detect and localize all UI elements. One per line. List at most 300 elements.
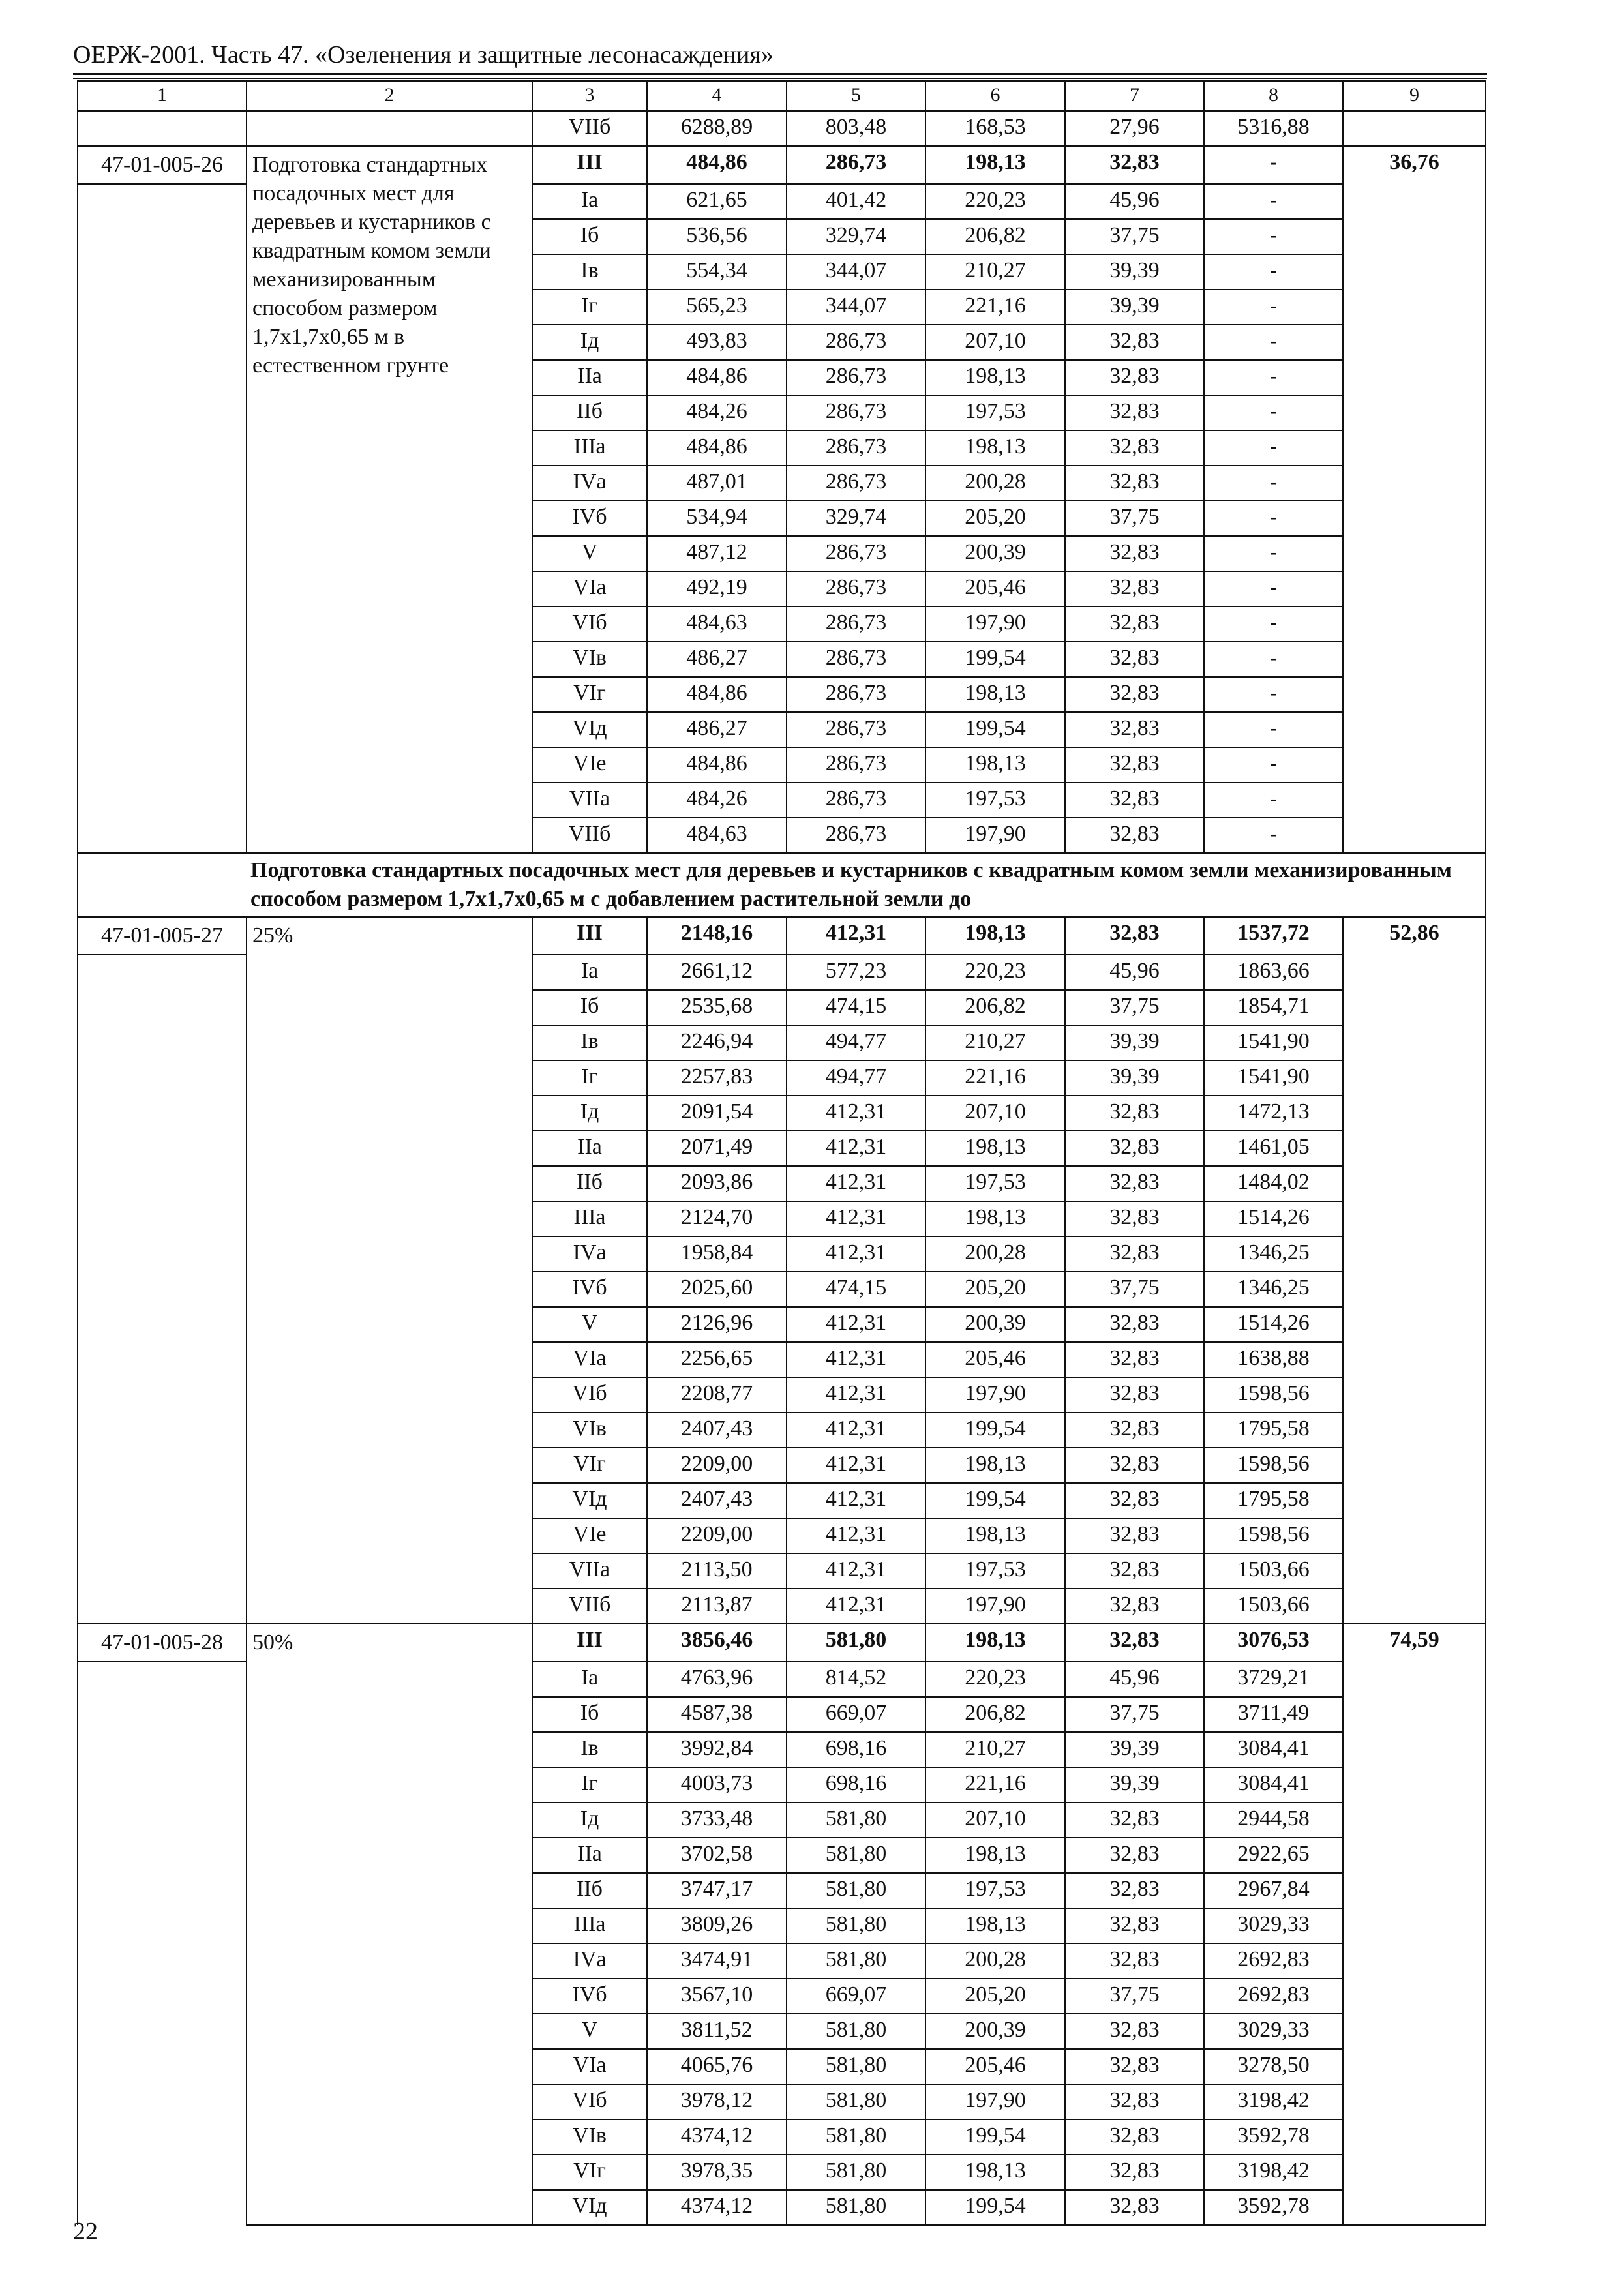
- table-cell: 1863,66: [1204, 955, 1343, 990]
- table-cell: 412,31: [787, 1201, 925, 1236]
- table-cell: 3198,42: [1204, 2155, 1343, 2190]
- table-cell: 32,83: [1065, 712, 1204, 747]
- document-header: ОЕРЖ-2001. Часть 47. «Озеленения и защитные лесонасаждения»: [73, 41, 774, 68]
- table-cell: 1598,56: [1204, 1518, 1343, 1553]
- region-code: IIа: [532, 1838, 647, 1873]
- table-cell: 205,46: [925, 571, 1065, 606]
- table-cell: 484,63: [647, 818, 787, 853]
- table-cell: 200,28: [925, 1236, 1065, 1272]
- table-cell: 581,80: [787, 2084, 925, 2119]
- table-cell: [78, 1413, 247, 1448]
- table-cell: 3592,78: [1204, 2119, 1343, 2155]
- table-cell: 286,73: [787, 712, 925, 747]
- table-cell: 3978,35: [647, 2155, 787, 2190]
- table-cell: -: [1204, 501, 1343, 536]
- table-cell: 3084,41: [1204, 1767, 1343, 1803]
- region-code: IVб: [532, 1272, 647, 1307]
- table-cell: 412,31: [787, 1307, 925, 1342]
- table-cell: 484,86: [647, 360, 787, 395]
- table-cell: 197,90: [925, 606, 1065, 642]
- table-cell: -: [1204, 430, 1343, 466]
- table-cell: 484,86: [647, 146, 787, 184]
- table-cell: 32,83: [1065, 606, 1204, 642]
- table-cell: 474,15: [787, 990, 925, 1025]
- table-cell: [1343, 111, 1486, 146]
- table-cell: -: [1204, 184, 1343, 219]
- table-cell: [78, 536, 247, 571]
- table-cell: 210,27: [925, 254, 1065, 290]
- table-cell: [247, 111, 532, 146]
- table-cell: [78, 1803, 247, 1838]
- table-cell: 412,31: [787, 1553, 925, 1589]
- region-code: IIа: [532, 360, 647, 395]
- table-cell: 2661,12: [647, 955, 787, 990]
- region-code: VIIб: [532, 1589, 647, 1624]
- table-cell: -: [1204, 290, 1343, 325]
- table-cell: 1503,66: [1204, 1553, 1343, 1589]
- table-cell: 32,83: [1065, 2049, 1204, 2084]
- table-cell: 344,07: [787, 254, 925, 290]
- table-cell: 487,01: [647, 466, 787, 501]
- table-cell: 198,13: [925, 1131, 1065, 1166]
- table-cell: 1514,26: [1204, 1201, 1343, 1236]
- table-cell: 1503,66: [1204, 1589, 1343, 1624]
- table-cell: 205,20: [925, 501, 1065, 536]
- table-cell: 286,73: [787, 642, 925, 677]
- table-cell: [78, 2155, 247, 2190]
- table-cell: 32,83: [1065, 536, 1204, 571]
- table-cell: 39,39: [1065, 1767, 1204, 1803]
- table-cell: 198,13: [925, 1624, 1065, 1662]
- table-cell: [78, 1979, 247, 2014]
- table-cell: 205,46: [925, 2049, 1065, 2084]
- table-cell: 207,10: [925, 1096, 1065, 1131]
- table-cell: 221,16: [925, 290, 1065, 325]
- table-cell: 493,83: [647, 325, 787, 360]
- table-cell: 198,13: [925, 1201, 1065, 1236]
- table-cell: 32,83: [1065, 1838, 1204, 1873]
- table-cell: 3729,21: [1204, 1662, 1343, 1697]
- table-cell: 2209,00: [647, 1518, 787, 1553]
- table-cell: 2692,83: [1204, 1943, 1343, 1979]
- table-cell: 198,13: [925, 1448, 1065, 1483]
- table-cell: [78, 990, 247, 1025]
- table-cell: 1598,56: [1204, 1377, 1343, 1413]
- table-cell: 669,07: [787, 1697, 925, 1732]
- section-title-row: [78, 853, 1486, 917]
- table-cell: [78, 1838, 247, 1873]
- table-cell: 220,23: [925, 184, 1065, 219]
- table-cell: 581,80: [787, 2014, 925, 2049]
- table-cell: -: [1204, 219, 1343, 254]
- table-cell: 220,23: [925, 1662, 1065, 1697]
- region-code: IIб: [532, 395, 647, 430]
- table-cell: 32,83: [1065, 1413, 1204, 1448]
- table-cell: 581,80: [787, 2049, 925, 2084]
- table-cell: 32,83: [1065, 466, 1204, 501]
- table-cell: [78, 1589, 247, 1624]
- table-cell: 577,23: [787, 955, 925, 990]
- price-index: 52,86: [1343, 917, 1486, 1624]
- table-cell: [78, 2084, 247, 2119]
- table-cell: 198,13: [925, 747, 1065, 783]
- table-cell: [78, 1518, 247, 1553]
- table-cell: 32,83: [1065, 1236, 1204, 1272]
- table-cell: [78, 325, 247, 360]
- region-code: Iб: [532, 990, 647, 1025]
- table-cell: 1541,90: [1204, 1060, 1343, 1096]
- table-cell: 1854,71: [1204, 990, 1343, 1025]
- table-cell: -: [1204, 747, 1343, 783]
- work-description: 50%: [247, 1624, 532, 2225]
- table-cell: 412,31: [787, 1342, 925, 1377]
- table-cell: 2967,84: [1204, 1873, 1343, 1908]
- table-cell: 286,73: [787, 536, 925, 571]
- table-cell: 200,39: [925, 536, 1065, 571]
- price-index: 36,76: [1343, 146, 1486, 853]
- table-cell: 5316,88: [1204, 111, 1343, 146]
- table-cell: 1484,02: [1204, 1166, 1343, 1201]
- column-number: 2: [247, 81, 532, 111]
- table-cell: 32,83: [1065, 2155, 1204, 2190]
- region-code: V: [532, 2014, 647, 2049]
- table-cell: 220,23: [925, 955, 1065, 990]
- table-cell: -: [1204, 395, 1343, 430]
- table-cell: 39,39: [1065, 1025, 1204, 1060]
- table-cell: 32,83: [1065, 1943, 1204, 1979]
- table-cell: [78, 501, 247, 536]
- table-cell: 484,86: [647, 747, 787, 783]
- column-number: 3: [532, 81, 647, 111]
- region-code: IIIа: [532, 1201, 647, 1236]
- table-cell: 2071,49: [647, 1131, 787, 1166]
- table-cell: [78, 219, 247, 254]
- table-row: [78, 146, 1486, 184]
- column-number: 9: [1343, 81, 1486, 111]
- column-number: 6: [925, 81, 1065, 111]
- column-number-row: [78, 81, 1486, 111]
- table-cell: 3809,26: [647, 1908, 787, 1943]
- table-cell: [78, 1483, 247, 1518]
- table-cell: 39,39: [1065, 290, 1204, 325]
- table-cell: 669,07: [787, 1979, 925, 2014]
- table-cell: 32,83: [1065, 1448, 1204, 1483]
- table-cell: 2113,87: [647, 1589, 787, 1624]
- table-cell: 621,65: [647, 184, 787, 219]
- table-cell: 3567,10: [647, 1979, 787, 2014]
- table-cell: 412,31: [787, 1096, 925, 1131]
- table-cell: 32,83: [1065, 146, 1204, 184]
- table-cell: 412,31: [787, 1518, 925, 1553]
- table-cell: 581,80: [787, 2190, 925, 2225]
- table-cell: 3029,33: [1204, 1908, 1343, 1943]
- table-cell: 3856,46: [647, 1624, 787, 1662]
- table-cell: 2692,83: [1204, 1979, 1343, 2014]
- region-code: VIд: [532, 2190, 647, 2225]
- table-cell: 1541,90: [1204, 1025, 1343, 1060]
- table-cell: 484,26: [647, 395, 787, 430]
- table-cell: 198,13: [925, 430, 1065, 466]
- table-cell: 412,31: [787, 1377, 925, 1413]
- table-cell: -: [1204, 146, 1343, 184]
- table-row: [78, 1624, 1486, 1662]
- table-cell: [78, 642, 247, 677]
- table-cell: 536,56: [647, 219, 787, 254]
- table-cell: 484,63: [647, 606, 787, 642]
- region-code: V: [532, 536, 647, 571]
- region-code: IVб: [532, 501, 647, 536]
- table-cell: 39,39: [1065, 1060, 1204, 1096]
- table-cell: 198,13: [925, 146, 1065, 184]
- table-cell: [78, 747, 247, 783]
- table-cell: 32,83: [1065, 1307, 1204, 1342]
- table-cell: 286,73: [787, 747, 925, 783]
- table-cell: [78, 290, 247, 325]
- table-cell: VIIб: [532, 111, 647, 146]
- table-cell: 492,19: [647, 571, 787, 606]
- table-cell: 1598,56: [1204, 1448, 1343, 1483]
- table-cell: 344,07: [787, 290, 925, 325]
- table-cell: 581,80: [787, 1803, 925, 1838]
- table-cell: 2256,65: [647, 1342, 787, 1377]
- table-cell: -: [1204, 783, 1343, 818]
- table-cell: 581,80: [787, 1838, 925, 1873]
- table-cell: 286,73: [787, 360, 925, 395]
- table-cell: 32,83: [1065, 1553, 1204, 1589]
- region-code: IIIа: [532, 430, 647, 466]
- region-code: IVа: [532, 1943, 647, 1979]
- table-cell: 205,20: [925, 1979, 1065, 2014]
- table-cell: 205,20: [925, 1272, 1065, 1307]
- table-cell: [78, 2014, 247, 2049]
- table-cell: 221,16: [925, 1060, 1065, 1096]
- table-cell: 412,31: [787, 1413, 925, 1448]
- table-cell: 37,75: [1065, 1272, 1204, 1307]
- region-code: Iд: [532, 325, 647, 360]
- table-cell: 486,27: [647, 642, 787, 677]
- table-cell: 494,77: [787, 1060, 925, 1096]
- table-cell: 565,23: [647, 290, 787, 325]
- table-cell: 45,96: [1065, 955, 1204, 990]
- region-code: VIIа: [532, 1553, 647, 1589]
- table-cell: [78, 466, 247, 501]
- table-cell: 554,34: [647, 254, 787, 290]
- table-cell: 286,73: [787, 146, 925, 184]
- region-code: VIд: [532, 1483, 647, 1518]
- table-cell: 206,82: [925, 990, 1065, 1025]
- region-code: VIб: [532, 606, 647, 642]
- table-cell: [78, 2190, 247, 2225]
- region-code: VIв: [532, 642, 647, 677]
- table-cell: [78, 2119, 247, 2155]
- table-cell: 6288,89: [647, 111, 787, 146]
- table-cell: [78, 1307, 247, 1342]
- table-cell: -: [1204, 536, 1343, 571]
- table-cell: 200,28: [925, 466, 1065, 501]
- table-cell: -: [1204, 677, 1343, 712]
- table-cell: 198,13: [925, 1908, 1065, 1943]
- region-code: Iв: [532, 1732, 647, 1767]
- region-code: VIа: [532, 2049, 647, 2084]
- table-cell: 32,83: [1065, 2119, 1204, 2155]
- table-cell: 484,26: [647, 783, 787, 818]
- table-cell: [78, 712, 247, 747]
- region-code: VIа: [532, 1342, 647, 1377]
- table-cell: 27,96: [1065, 111, 1204, 146]
- price-table: [77, 80, 1486, 2226]
- region-code: Iа: [532, 1662, 647, 1697]
- table-cell: 3733,48: [647, 1803, 787, 1838]
- table-cell: 2246,94: [647, 1025, 787, 1060]
- table-cell: 37,75: [1065, 990, 1204, 1025]
- table-cell: 32,83: [1065, 818, 1204, 853]
- table-cell: 286,73: [787, 571, 925, 606]
- table-cell: 32,83: [1065, 642, 1204, 677]
- table-cell: 581,80: [787, 1873, 925, 1908]
- table-cell: 32,83: [1065, 325, 1204, 360]
- region-code: III: [532, 917, 647, 955]
- table-cell: 4065,76: [647, 2049, 787, 2084]
- table-cell: 210,27: [925, 1732, 1065, 1767]
- table-cell: [78, 1377, 247, 1413]
- table-cell: 197,90: [925, 1377, 1065, 1413]
- table-cell: 32,83: [1065, 1131, 1204, 1166]
- table-cell: 412,31: [787, 1131, 925, 1166]
- region-code: IVб: [532, 1979, 647, 2014]
- table-row: [78, 917, 1486, 955]
- table-cell: [78, 1096, 247, 1131]
- region-code: IIб: [532, 1873, 647, 1908]
- table-cell: 286,73: [787, 783, 925, 818]
- table-cell: 286,73: [787, 395, 925, 430]
- table-cell: 803,48: [787, 111, 925, 146]
- region-code: IVа: [532, 1236, 647, 1272]
- table-cell: 2126,96: [647, 1307, 787, 1342]
- table-cell: [78, 1236, 247, 1272]
- table-cell: 2113,50: [647, 1553, 787, 1589]
- column-number: 4: [647, 81, 787, 111]
- table-cell: 32,83: [1065, 571, 1204, 606]
- table-cell: 39,39: [1065, 254, 1204, 290]
- region-code: Iв: [532, 254, 647, 290]
- region-code: VIб: [532, 1377, 647, 1413]
- table-cell: 198,13: [925, 917, 1065, 955]
- table-cell: 698,16: [787, 1767, 925, 1803]
- region-code: Iд: [532, 1803, 647, 1838]
- table-cell: 4763,96: [647, 1662, 787, 1697]
- table-cell: [78, 1060, 247, 1096]
- table-cell: 3592,78: [1204, 2190, 1343, 2225]
- table-cell: 286,73: [787, 325, 925, 360]
- table-cell: 221,16: [925, 1767, 1065, 1803]
- table-cell: 474,15: [787, 1272, 925, 1307]
- table-cell: 199,54: [925, 642, 1065, 677]
- region-code: VIб: [532, 2084, 647, 2119]
- table-cell: 32,83: [1065, 1483, 1204, 1518]
- table-cell: 210,27: [925, 1025, 1065, 1060]
- region-code: VIа: [532, 571, 647, 606]
- table-cell: [78, 606, 247, 642]
- table-cell: 412,31: [787, 1448, 925, 1483]
- table-cell: 581,80: [787, 1908, 925, 1943]
- region-code: VIIа: [532, 783, 647, 818]
- table-cell: 2407,43: [647, 1413, 787, 1448]
- table-cell: [78, 955, 247, 990]
- region-code: Iв: [532, 1025, 647, 1060]
- column-number: 8: [1204, 81, 1343, 111]
- header-rule: [73, 73, 1487, 75]
- table-cell: 197,53: [925, 1166, 1065, 1201]
- table-cell: 37,75: [1065, 219, 1204, 254]
- region-code: Iг: [532, 1767, 647, 1803]
- table-cell: 534,94: [647, 501, 787, 536]
- table-cell: [78, 1767, 247, 1803]
- table-cell: 206,82: [925, 219, 1065, 254]
- table-cell: 197,90: [925, 1589, 1065, 1624]
- table-cell: 197,53: [925, 783, 1065, 818]
- table-cell: 3978,12: [647, 2084, 787, 2119]
- position-code: 47-01-005-26: [78, 146, 247, 184]
- table-cell: 2209,00: [647, 1448, 787, 1483]
- table-cell: 329,74: [787, 501, 925, 536]
- table-cell: 200,28: [925, 1943, 1065, 1979]
- table-cell: [78, 818, 247, 853]
- column-number: 5: [787, 81, 925, 111]
- table-cell: 487,12: [647, 536, 787, 571]
- position-code: 47-01-005-28: [78, 1624, 247, 1662]
- region-code: III: [532, 146, 647, 184]
- table-cell: 197,53: [925, 1873, 1065, 1908]
- table-cell: 2124,70: [647, 1201, 787, 1236]
- region-code: VIв: [532, 1413, 647, 1448]
- table-cell: 484,86: [647, 430, 787, 466]
- table-cell: [78, 1272, 247, 1307]
- region-code: VIе: [532, 747, 647, 783]
- table-cell: 32,83: [1065, 1377, 1204, 1413]
- table-cell: 199,54: [925, 2119, 1065, 2155]
- table-cell: 199,54: [925, 1483, 1065, 1518]
- table-cell: 32,83: [1065, 1908, 1204, 1943]
- table-cell: 32,83: [1065, 1803, 1204, 1838]
- table-cell: [78, 1697, 247, 1732]
- table-cell: 37,75: [1065, 1697, 1204, 1732]
- table-cell: 581,80: [787, 1624, 925, 1662]
- table-cell: 3811,52: [647, 2014, 787, 2049]
- table-cell: -: [1204, 254, 1343, 290]
- table-cell: 197,53: [925, 1553, 1065, 1589]
- table-cell: [78, 1873, 247, 1908]
- region-code: Iб: [532, 1697, 647, 1732]
- table-cell: 2535,68: [647, 990, 787, 1025]
- table-cell: 3747,17: [647, 1873, 787, 1908]
- table-cell: 198,13: [925, 1518, 1065, 1553]
- table-cell: 32,83: [1065, 1166, 1204, 1201]
- table-cell: 286,73: [787, 677, 925, 712]
- work-description: Подготовка стандартных посадочных мест для деревьев и кустарников с квадратным комом земли механизированным способом размером 1,7x1,7x0,65 м в естественном грунте: [247, 146, 532, 853]
- region-code: VIг: [532, 677, 647, 712]
- table-cell: 2257,83: [647, 1060, 787, 1096]
- table-cell: 4587,38: [647, 1697, 787, 1732]
- region-code: IIа: [532, 1131, 647, 1166]
- carry-over-row: [78, 111, 1486, 146]
- table-cell: 486,27: [647, 712, 787, 747]
- table-cell: [78, 1732, 247, 1767]
- region-code: V: [532, 1307, 647, 1342]
- table-cell: 32,83: [1065, 917, 1204, 955]
- table-cell: 32,83: [1065, 360, 1204, 395]
- table-cell: 207,10: [925, 1803, 1065, 1838]
- table-cell: 1795,58: [1204, 1413, 1343, 1448]
